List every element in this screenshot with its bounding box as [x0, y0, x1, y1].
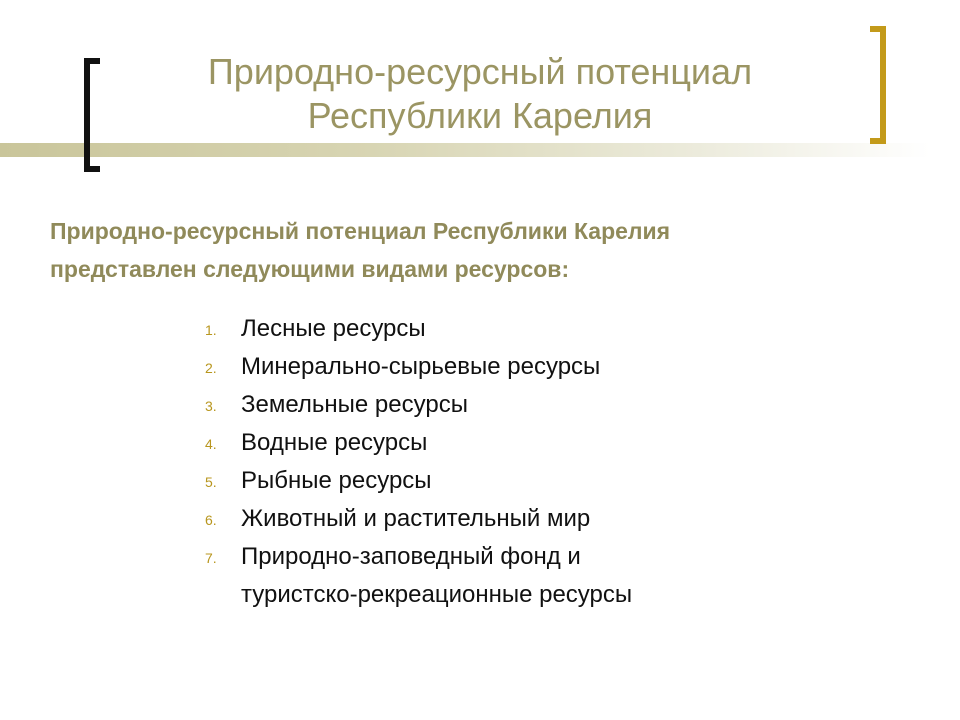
list-item-text: Минерально-сырьевые ресурсы	[241, 353, 601, 380]
list-item-number: 5.	[205, 474, 217, 490]
list-item	[205, 462, 905, 500]
resource-list	[205, 310, 905, 614]
decorative-band	[0, 143, 930, 157]
intro-line-1: Природно-ресурсный потенциал Республики Карелия	[50, 218, 671, 244]
list-item	[205, 424, 905, 462]
right-bracket-decoration	[870, 26, 886, 144]
slide-title	[130, 50, 830, 138]
list-item-text: Животный и растительный мир	[241, 505, 591, 532]
list-item-number: 4.	[205, 436, 217, 452]
list-item-number: 7.	[205, 550, 217, 566]
list-item	[205, 348, 905, 386]
list-item	[205, 538, 905, 614]
list-item-text-line-1: Природно-заповедный фонд и	[241, 543, 581, 570]
list-item	[205, 386, 905, 424]
slide-title-line-1: Природно-ресурсный потенциал	[207, 51, 753, 92]
left-bracket-decoration	[84, 58, 100, 172]
list-item	[205, 310, 905, 348]
list-item-number: 6.	[205, 512, 217, 528]
intro-line-2: представлен следующими видами ресурсов:	[50, 256, 570, 282]
list-item	[205, 500, 905, 538]
list-item-text: Лесные ресурсы	[241, 315, 426, 342]
slide-title-line-2: Республики Карелия	[307, 95, 653, 136]
list-item-number: 1.	[205, 322, 217, 338]
list-item-text: Рыбные ресурсы	[241, 467, 432, 494]
list-item-text-line-2: туристско-рекреационные ресурсы	[241, 581, 633, 608]
list-item-number: 2.	[205, 360, 217, 376]
list-item-number: 3.	[205, 398, 217, 414]
list-item-text: Земельные ресурсы	[241, 391, 468, 418]
intro-text	[50, 212, 930, 288]
list-item-text: Водные ресурсы	[241, 429, 428, 456]
